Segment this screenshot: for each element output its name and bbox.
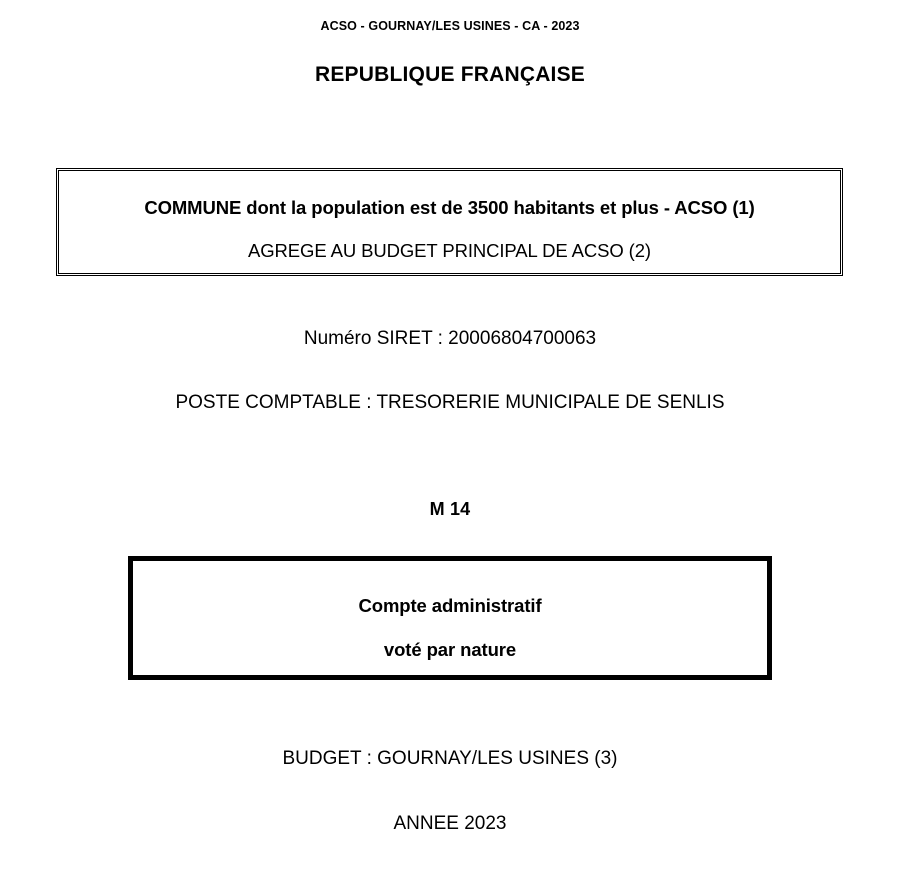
annee-line: ANNEE 2023 <box>393 813 507 834</box>
poste-comptable-line: POSTE COMPTABLE : TRESORERIE MUNICIPALE DE SENLIS <box>175 392 725 413</box>
republic-title: REPUBLIQUE FRANÇAISE <box>314 63 586 86</box>
nomenclature-label: M 14 <box>429 499 471 519</box>
document-type-subtitle: voté par nature <box>383 639 517 660</box>
commune-aggregation-line: AGREGE AU BUDGET PRINCIPAL DE ACSO (2) <box>248 240 651 261</box>
document-type-box <box>128 556 772 680</box>
siret-line: Numéro SIRET : 20006804700063 <box>303 328 597 349</box>
commune-designation-line: COMMUNE dont la population est de 3500 habitants et plus - ACSO (1) <box>144 197 755 218</box>
budget-line: BUDGET : GOURNAY/LES USINES (3) <box>282 748 618 769</box>
commune-box <box>56 168 843 276</box>
running-header: ACSO - GOURNAY/LES USINES - CA - 2023 <box>320 19 580 33</box>
document-type-title: Compte administratif <box>358 595 542 616</box>
